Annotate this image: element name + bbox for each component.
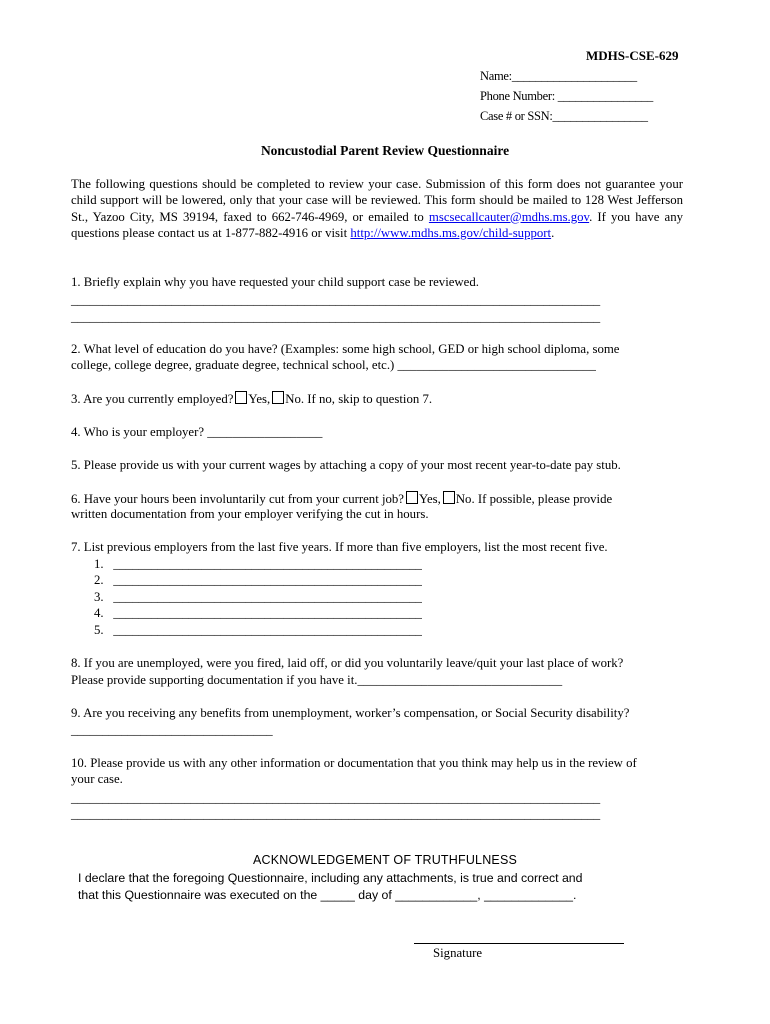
yes-label-q6: Yes, [418,492,441,506]
answer-line-10a[interactable]: ____________________________________________________________________________________ [71,791,601,805]
no-checkbox-q3[interactable] [272,391,284,404]
list-number: 2. [94,573,104,587]
acknowledgement-title: ACKNOWLEDGEMENT OF TRUTHFULNESS [252,853,518,867]
yes-checkbox-q6[interactable] [406,491,418,504]
intro-text-1: The following questions should be completed to review your case. Submission of this form does not guarantee your child support will be lowered, only that your case will be reviewed. This form should be mailed to 128 West Jefferson St., Yazoo City, MS 39194, faxed to 662-746-4969, or emailed to [71,177,683,224]
question-2: 2. What level of education do you have? (Examples: some high school, GED or high school diploma, some [71,342,620,356]
employer-line[interactable]: _________________________________________________ [113,623,422,637]
acknowledgement-line-2[interactable]: that this Questionnaire was executed on the _____ day of ____________, _____________. [78,888,577,902]
no-checkbox-q6[interactable] [443,491,455,504]
intro-paragraph [71,176,683,241]
employer-line[interactable]: _________________________________________________ [113,606,422,620]
employer-list-item[interactable] [94,557,422,572]
list-number: 1. [94,557,104,571]
intro-text-2: . If you have any questions please contact us at 1-877-882-4916 or visit [71,209,683,240]
question-1: 1. Briefly explain why you have requested your child support case be reviewed. [71,275,479,289]
page-title: Noncustodial Parent Review Questionnaire [260,143,510,158]
signature-line[interactable] [414,943,624,944]
answer-line-9[interactable]: ________________________________ [71,723,273,737]
answer-line-1b[interactable]: ____________________________________________________________________________________ [71,310,601,324]
phone-field[interactable]: Phone Number: ________________ [480,89,653,103]
question-3-text: 3. Are you currently employed? [71,392,234,406]
no-label-q3: No. If no, skip to question 7. [285,392,433,406]
case-field[interactable]: Case # or SSN:________________ [480,109,648,123]
question-5: 5. Please provide us with your current wages by attaching a copy of your most recent year-to-date pay stub. [71,458,621,472]
employer-line[interactable]: _________________________________________________ [113,590,422,604]
question-2-cont[interactable]: college, college degree, graduate degree, technical school, etc.) _______________________________ [71,358,596,372]
website-link[interactable]: http://www.mdhs.ms.gov/child-support [350,225,552,240]
answer-line-1a[interactable]: ____________________________________________________________________________________ [71,293,601,307]
employer-list-item[interactable] [94,590,422,605]
question-6-text: 6. Have your hours been involuntarily cut from your current job? [71,492,404,506]
email-link[interactable]: mscsecallcauter@mdhs.ms.gov [428,209,590,224]
answer-line-10b[interactable]: ____________________________________________________________________________________ [71,807,601,821]
acknowledgement-line-1: I declare that the foregoing Questionnaire, including any attachments, is true and correct and [78,871,583,885]
yes-label-q3: Yes, [248,392,271,406]
intro-text-3: . [551,225,555,240]
question-9: 9. Are you receiving any benefits from unemployment, worker’s compensation, or Social Security disability? [71,706,630,720]
employer-list-item[interactable] [94,623,422,638]
question-3 [71,391,432,407]
question-7: 7. List previous employers from the last five years. If more than five employers, list the most recent five. [71,540,608,554]
question-10: 10. Please provide us with any other information or documentation that you think may help us in the review of [71,756,637,770]
employer-list-item[interactable] [94,573,422,588]
list-number: 5. [94,623,104,637]
question-6-cont: written documentation from your employer verifying the cut in hours. [71,507,429,521]
name-field[interactable]: Name:_____________________ [480,69,637,83]
list-number: 4. [94,606,104,620]
employer-line[interactable]: _________________________________________________ [113,573,422,587]
signature-label: Signature [433,946,483,960]
yes-checkbox-q3[interactable] [235,391,247,404]
question-8: 8. If you are unemployed, were you fired, laid off, or did you voluntarily leave/quit your last place of work? [71,656,624,670]
question-10-cont: your case. [71,772,123,786]
employer-list-item[interactable] [94,606,422,621]
question-6 [71,491,612,507]
form-id: MDHS-CSE-629 [586,48,679,63]
no-label-q6: No. If possible, please provide [455,492,613,506]
question-4[interactable]: 4. Who is your employer? __________________ [71,425,323,439]
question-8-cont[interactable]: Please provide supporting documentation if you have it.________________________________ [71,673,563,687]
list-number: 3. [94,590,104,604]
employer-line[interactable]: _________________________________________________ [113,557,422,571]
